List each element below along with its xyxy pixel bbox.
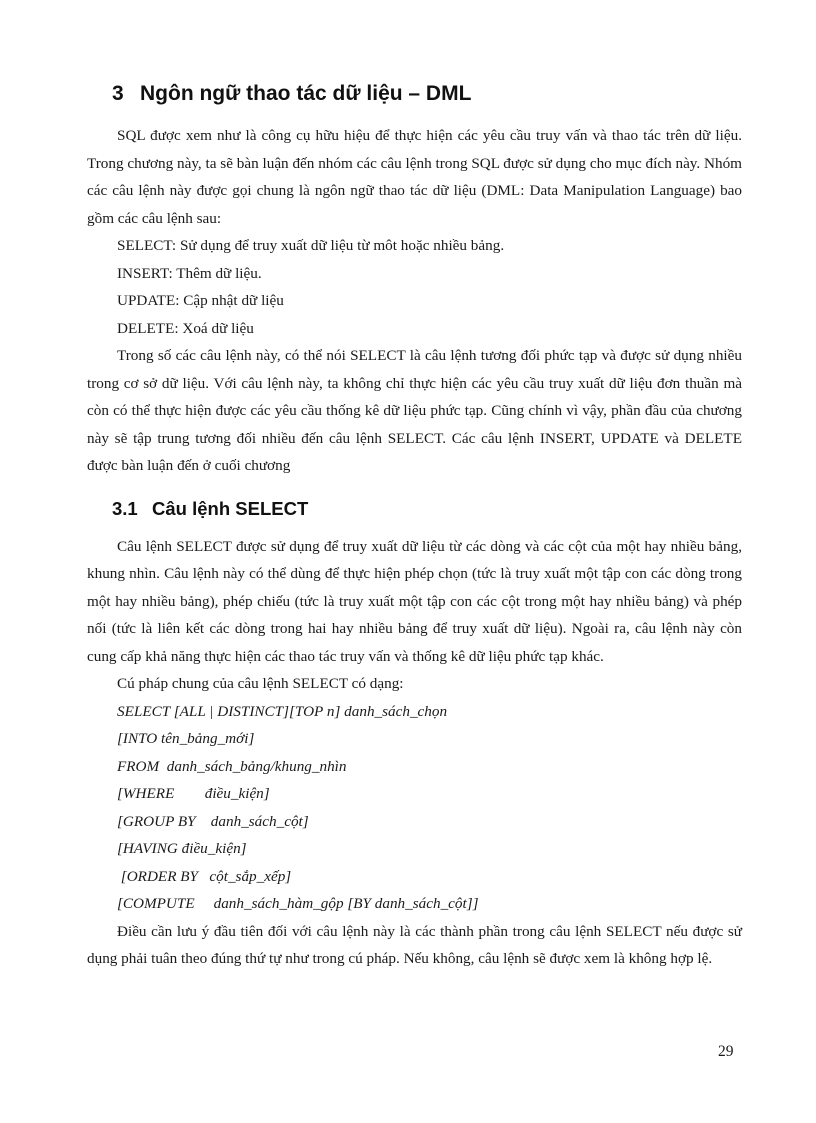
statement-delete: DELETE: Xoá dữ liệu — [117, 319, 254, 337]
syntax-line: [GROUP BY danh_sách_cột] — [117, 812, 309, 830]
subsection-heading — [112, 490, 742, 528]
document-page — [87, 74, 742, 973]
syntax-line: FROM danh_sách_bảng/khung_nhìn — [117, 757, 347, 775]
syntax-line: SELECT [ALL | DISTINCT][TOP n] danh_sách_chọn — [117, 702, 448, 720]
intro-paragraph-2: Trong số các câu lệnh này, có thể nói SELECT là câu lệnh tương đối phức tạp và được sử dụng nhiều trong cơ sở dữ liệu. Với câu lệnh này, ta không chỉ thực hiện các yêu cầu truy xuất dữ liệu đơn thuần mà còn có thể thực hiện được các yêu cầu thống kê dữ liệu phức tạp. Cũng chính vì vậy, phần đầu của chương này sẽ tập trung tương đối nhiều đến câu lệnh SELECT. Các câu lệnh INSERT, UPDATE và DELETE được bàn luận đến ở cuối chương — [87, 347, 742, 474]
statement-insert: INSERT: Thêm dữ liệu. — [117, 264, 262, 282]
syntax-line: [WHERE điều_kiện] — [117, 785, 270, 802]
section-heading — [112, 74, 742, 114]
section-number: 3 — [112, 82, 124, 105]
statement-select: SELECT: Sử dụng để truy xuất dữ liệu từ môt hoặc nhiều bảng. — [117, 237, 505, 254]
syntax-line: [ORDER BY cột_sắp_xếp] — [117, 867, 292, 885]
subsection-title: Câu lệnh SELECT — [152, 497, 309, 519]
page-number: 29 — [718, 1043, 734, 1060]
select-description: Câu lệnh SELECT được sử dụng để truy xuất dữ liệu từ các dòng và các cột của một hay nhiều bảng, khung nhìn. Câu lệnh này có thể dùng để thực hiện phép chọn (tức là truy xuất một tập con các dòng trong một hay nhiều bảng), phép chiếu (tức là truy xuất một tập con các cột trong một hay nhiều bảng) và phép nối (tức là liên kết các dòng trong hai hay nhiều bảng để truy xuất dữ liệu). Ngoài ra, câu lệnh này còn cung cấp khả năng thực hiện các thao tác truy vấn và thống kê dữ liệu phức tạp khác. — [87, 537, 742, 665]
intro-paragraph: SQL được xem như là công cụ hữu hiệu để thực hiện các yêu cầu truy vấn và thao tác trên dữ liệu. Trong chương này, ta sẽ bàn luận đến nhóm các câu lệnh trong SQL được sử dụng cho mục đích này. Nhóm các câu lệnh này được gọi chung là ngôn ngữ thao tác dữ liệu (DML: Data Manipulation Language) bao gồm các câu lệnh sau: — [87, 127, 742, 227]
subsection-number: 3.1 — [112, 497, 138, 519]
closing-paragraph: Điều cần lưu ý đầu tiên đối với câu lệnh này là các thành phần trong câu lệnh SELECT nếu được sử dụng phải tuân theo đúng thứ tự như trong cú pháp. Nếu không, câu lệnh sẽ được xem là không hợp lệ. — [87, 922, 742, 967]
syntax-intro: Cú pháp chung của câu lệnh SELECT có dạng: — [117, 675, 404, 692]
syntax-block — [87, 698, 742, 918]
syntax-line: [COMPUTE danh_sách_hàm_gộp [BY danh_sách_cột]] — [117, 895, 479, 912]
section-title: Ngôn ngữ thao tác dữ liệu – DML — [140, 82, 472, 105]
syntax-line: [HAVING điều_kiện] — [117, 840, 247, 857]
statement-update: UPDATE: Cập nhật dữ liệu — [117, 292, 284, 309]
syntax-line: [INTO tên_bảng_mới] — [117, 730, 255, 747]
